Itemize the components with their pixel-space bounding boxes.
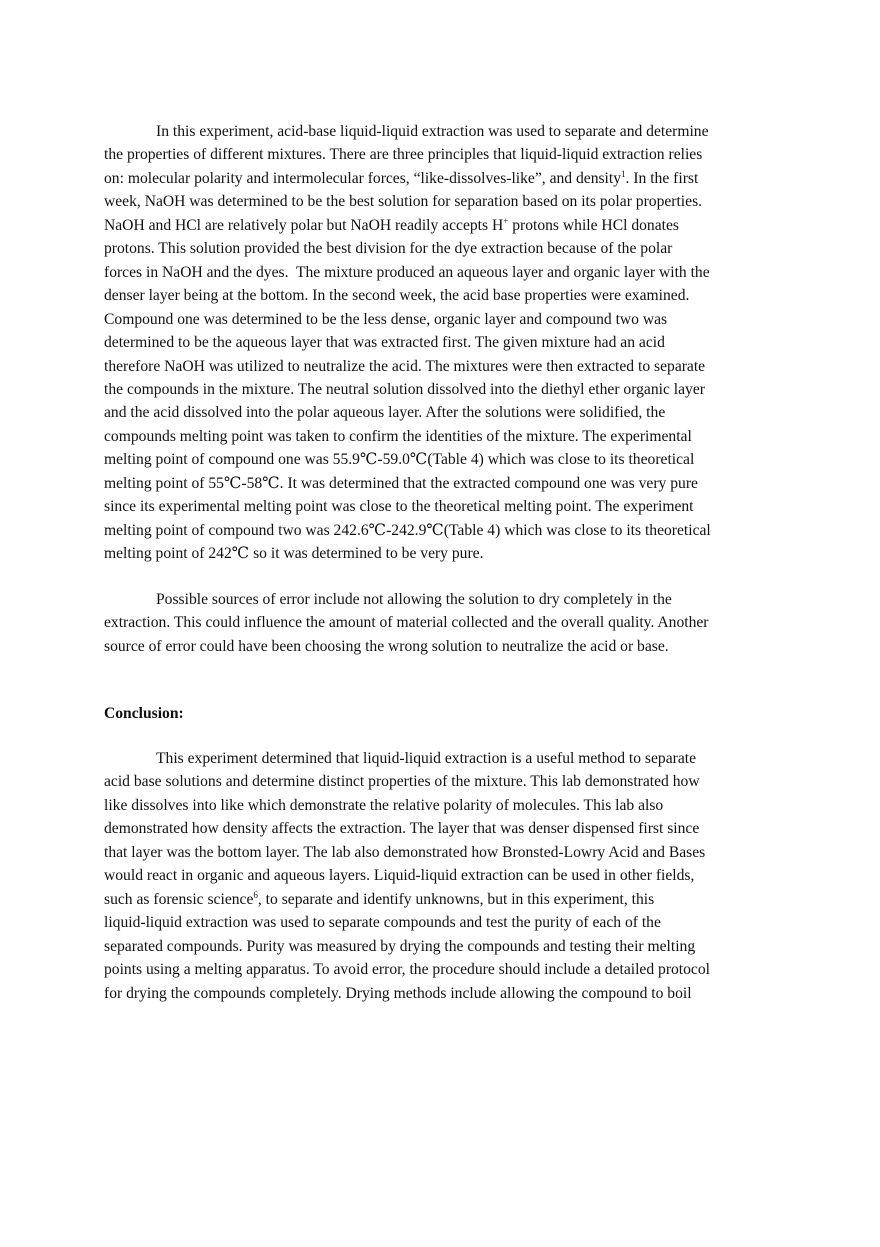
text-line: like dissolves into like which demonstrate the relative polarity of molecules. This lab also (104, 796, 664, 814)
text-line-part: NaOH and HCl are relatively polar but NaOH readily accepts H (104, 216, 504, 234)
text-line: the properties of different mixtures. There are three principles that liquid-liquid extraction relies (104, 146, 703, 164)
text-line (104, 888, 784, 911)
text-line: melting point of compound one was 55.9℃-59.0℃(Table 4) which was close to its theoretical (104, 451, 695, 469)
text-line-part: on: molecular polarity and intermolecular forces, “like-dissolves-like”, and density (104, 169, 622, 187)
text-line: In this experiment, acid-base liquid-liquid extraction was used to separate and determine (156, 123, 709, 140)
text-line: the compounds in the mixture. The neutral solution dissolved into the diethyl ether organic layer (104, 380, 705, 398)
citation-superscript: 1 (621, 168, 626, 179)
proton-superscript: + (503, 215, 509, 226)
text-line: source of error could have been choosing the wrong solution to neutralize the acid or base. (104, 637, 669, 655)
text-line (104, 167, 784, 190)
text-line: for drying the compounds completely. Drying methods include allowing the compound to boil (104, 984, 692, 1002)
text-line-part: , to separate and identify unknowns, but in this experiment, this (257, 890, 655, 908)
conclusion-paragraph (104, 747, 784, 1005)
citation-superscript: 6 (253, 889, 258, 900)
text-line: denser layer being at the bottom. In the second week, the acid base properties were examined. (104, 287, 690, 305)
text-line: would react in organic and aqueous layers. Liquid-liquid extraction can be used in other fields, (104, 867, 695, 885)
text-line: points using a melting apparatus. To avoid error, the procedure should include a detailed protocol (104, 961, 710, 979)
text-line: liquid-liquid extraction was used to separate compounds and test the purity of each of the (104, 914, 661, 932)
text-line: therefore NaOH was utilized to neutralize the acid. The mixtures were then extracted to separate (104, 357, 706, 375)
discussion-paragraph-2 (104, 588, 784, 658)
text-line: This experiment determined that liquid-liquid extraction is a useful method to separate (156, 750, 696, 767)
text-line-part: such as forensic science (104, 890, 254, 908)
text-line: melting point of 55℃-58℃. It was determined that the extracted compound one was very pure (104, 474, 698, 492)
conclusion-heading: Conclusion: (104, 705, 184, 722)
text-line: compounds melting point was taken to confirm the identities of the mixture. The experimental (104, 427, 692, 445)
text-line: since its experimental melting point was close to the theoretical melting point. The experiment (104, 498, 694, 516)
text-line: Possible sources of error include not allowing the solution to dry completely in the (156, 591, 672, 608)
text-line: demonstrated how density affects the extraction. The layer that was denser dispensed first since (104, 820, 700, 838)
text-line: extraction. This could influence the amount of material collected and the overall quality. Another (104, 614, 709, 632)
text-line: forces in NaOH and the dyes. The mixture produced an aqueous layer and organic layer with the (104, 263, 710, 281)
text-line: that layer was the bottom layer. The lab also demonstrated how Bronsted-Lowry Acid and Bases (104, 843, 706, 861)
text-line: acid base solutions and determine distinct properties of the mixture. This lab demonstrated how (104, 773, 700, 791)
text-line: Compound one was determined to be the less dense, organic layer and compound two was (104, 310, 668, 328)
discussion-paragraph-1 (104, 120, 784, 566)
text-line: melting point of compound two was 242.6℃-242.9℃(Table 4) which was close to its theoretical (104, 521, 711, 539)
text-line-part: . In the first (625, 169, 699, 187)
text-line: melting point of 242℃ so it was determined to be very pure. (104, 545, 484, 563)
text-line (104, 214, 784, 237)
text-line: separated compounds. Purity was measured by drying the compounds and testing their melting (104, 937, 696, 955)
text-line: protons. This solution provided the best division for the dye extraction because of the polar (104, 240, 673, 258)
text-line: determined to be the aqueous layer that was extracted first. The given mixture had an acid (104, 334, 665, 352)
text-line: week, NaOH was determined to be the best solution for separation based on its polar properties. (104, 193, 703, 211)
text-line: and the acid dissolved into the polar aqueous layer. After the solutions were solidified, the (104, 404, 666, 422)
text-line-part: protons while HCl donates (508, 216, 679, 234)
